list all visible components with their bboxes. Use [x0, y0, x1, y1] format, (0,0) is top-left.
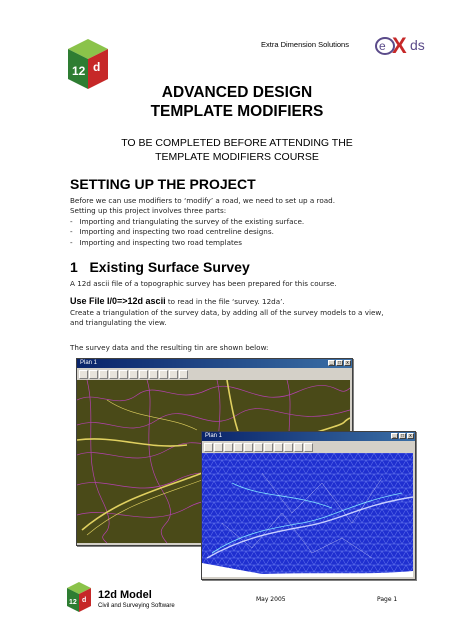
draw-icon[interactable] — [159, 370, 168, 379]
footer-tagline: Civil and Surveying Software — [98, 603, 175, 609]
setup-intro-line2: Setting up this project involves three parts: — [70, 206, 227, 216]
footer-product-name: 12d Model — [98, 589, 152, 601]
svg-text:X: X — [392, 33, 407, 58]
setup-bullet: - Importing and inspecting two road centreline designs. — [70, 227, 274, 237]
window-titlebar[interactable]: Plan 1 _ □ x — [77, 359, 352, 368]
draw-icon[interactable] — [284, 443, 293, 452]
setup-bullet: - Importing and inspecting two road templates — [70, 237, 242, 247]
window-toolbar — [202, 441, 415, 453]
zoom-window-icon[interactable] — [119, 370, 128, 379]
zoom-window-icon[interactable] — [244, 443, 253, 452]
settings-icon[interactable] — [294, 443, 303, 452]
svg-text:12: 12 — [69, 599, 77, 606]
subtitle-line2: TEMPLATE MODIFIERS COURSE — [155, 151, 319, 163]
minimize-icon[interactable]: _ — [391, 433, 398, 439]
close-icon[interactable]: x — [344, 360, 351, 366]
section-heading-setup: SETTING UP THE PROJECT — [70, 176, 256, 192]
page-title-line1: ADVANCED DESIGN — [161, 84, 313, 101]
settings-icon[interactable] — [169, 370, 178, 379]
tin-plot[interactable] — [202, 453, 413, 577]
zoom-extent-icon[interactable] — [254, 443, 263, 452]
plan-window-tin[interactable] — [201, 431, 416, 580]
section-title: Existing Surface Survey — [89, 259, 250, 275]
svg-text:12: 12 — [72, 64, 86, 78]
zoom-previous-icon[interactable] — [264, 443, 273, 452]
zoom-out-icon[interactable] — [109, 370, 118, 379]
zoom-extent-icon[interactable] — [129, 370, 138, 379]
12d-footer-logo-icon — [64, 580, 94, 614]
lock-icon[interactable] — [304, 443, 313, 452]
window-titlebar[interactable]: Plan 1 _ □ x — [202, 432, 415, 441]
company-name: Extra Dimension Solutions — [261, 40, 349, 49]
survey-para3: The survey data and the resulting tin are shown below: — [70, 343, 269, 352]
section-setup-body — [70, 196, 410, 248]
menu-command: File I/0=>12d ascii — [89, 296, 166, 306]
minimize-icon[interactable]: _ — [328, 360, 335, 366]
pointer-tool-icon[interactable] — [204, 443, 213, 452]
subtitle-line1: TO BE COMPLETED BEFORE ATTENDING THE — [121, 137, 353, 149]
zoom-in-icon[interactable] — [99, 370, 108, 379]
setup-intro-line1: Before we can use modifiers to ‘modify’ a road, we need to set up a road. — [70, 196, 335, 205]
window-toolbar — [77, 368, 352, 380]
survey-use-line: Use File I/0=>12d ascii to read in the file ‘survey. 12da’. — [70, 296, 285, 306]
pointer-tool-icon[interactable] — [79, 370, 88, 379]
svg-text:e: e — [379, 39, 386, 53]
svg-text:d: d — [93, 60, 101, 74]
svg-text:ds: ds — [410, 37, 425, 53]
lock-icon[interactable] — [179, 370, 188, 379]
pan-tool-icon[interactable] — [214, 443, 223, 452]
section-heading-survey — [70, 259, 250, 275]
regen-icon[interactable] — [274, 443, 283, 452]
survey-para1: A 12d ascii file of a topographic survey has been prepared for this course. — [70, 279, 337, 288]
section-number: 1 — [70, 259, 78, 275]
close-icon[interactable]: x — [407, 433, 414, 439]
maximize-icon[interactable]: □ — [400, 433, 405, 439]
page-title-line2: TEMPLATE MODIFIERS — [150, 103, 324, 120]
footer-page-number: Page 1 — [377, 596, 398, 603]
pan-tool-icon[interactable] — [89, 370, 98, 379]
svg-text:d: d — [82, 597, 87, 604]
zoom-out-icon[interactable] — [234, 443, 243, 452]
zoom-in-icon[interactable] — [224, 443, 233, 452]
setup-bullet: - Importing and triangulating the survey of the existing surface. — [70, 216, 305, 226]
footer-date: May 2005 — [256, 596, 286, 603]
exds-logo-icon — [372, 25, 432, 65]
regen-icon[interactable] — [149, 370, 158, 379]
zoom-previous-icon[interactable] — [139, 370, 148, 379]
survey-para2: Create a triangulation of the survey data, by adding all of the survey models to a view, and triangulating the view. — [70, 308, 384, 328]
maximize-icon[interactable]: □ — [337, 360, 342, 366]
